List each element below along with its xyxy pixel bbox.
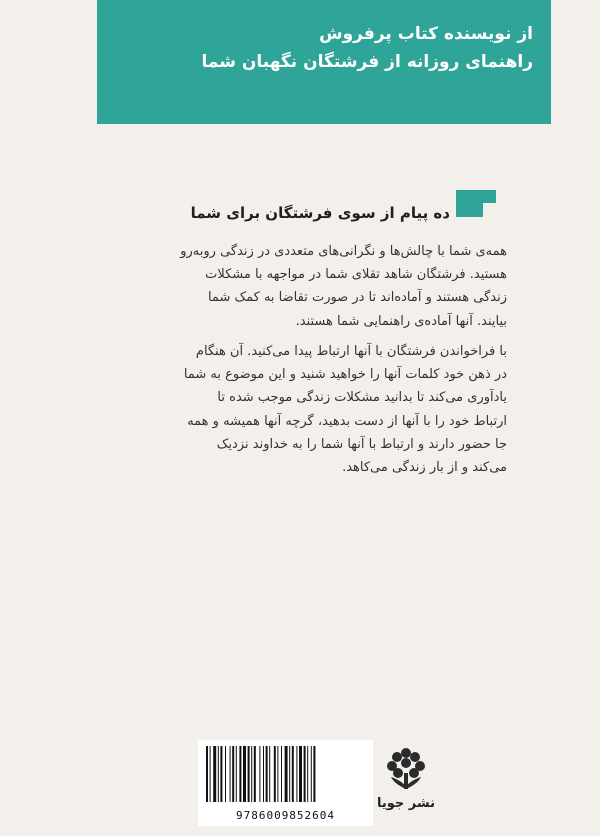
text-line: ارتباط خود را با آنها از دست بدهید، گرچه آنها همیشه و همه bbox=[187, 413, 507, 429]
text-line: می‌کند و از بار زندگی می‌کاهد. bbox=[342, 460, 507, 476]
section-heading-row bbox=[0, 190, 600, 230]
publisher-name: نشر جویا bbox=[376, 796, 435, 811]
text-line: در ذهن خود کلمات آنها را خواهید شنید و این موضوع به شما bbox=[183, 367, 507, 383]
text-line: زندگی هستند و آماده‌اند تا در صورت تقاضا به کمک شما bbox=[207, 290, 507, 306]
paragraph-1 bbox=[97, 240, 507, 333]
banner-line-2: راهنمای روزانه از فرشتگان نگهبان شما bbox=[201, 52, 533, 72]
text-line: هستید. فرشتگان شاهد تقلای شما در مواجهه با مشکلات bbox=[205, 267, 507, 283]
isbn-number: 9786009852604 bbox=[235, 809, 336, 822]
text-line: یادآوری می‌کند تا بدانید مشکلات زندگی موجب شده تا bbox=[217, 390, 507, 406]
text-line: بیایند. آنها آماده‌ی راهنمایی شما هستند. bbox=[295, 313, 507, 329]
accent-square-icon bbox=[456, 190, 483, 217]
barcode bbox=[198, 740, 373, 826]
section-heading: ده پیام از سوی فرشتگان برای شما bbox=[190, 204, 450, 222]
text-line: با فراخواندن فرشتگان با آنها ارتباط پیدا می‌کنید. آن هنگام bbox=[195, 344, 507, 359]
text-line: جا حضور دارند و ارتباط با آنها شما را به خداوند نزدیک bbox=[216, 436, 507, 452]
accent-small-square-icon bbox=[483, 190, 496, 203]
barcode-bars-icon bbox=[206, 746, 366, 802]
top-banner bbox=[97, 0, 551, 124]
banner-line-1: از نویسنده کتاب پرفروش bbox=[319, 24, 533, 44]
text-line: همه‌ی شما با چالش‌ها و نگرانی‌های متعددی در زندگی روبه‌رو bbox=[180, 244, 507, 259]
flower-logo-icon bbox=[383, 745, 429, 793]
paragraph-2 bbox=[97, 340, 507, 479]
